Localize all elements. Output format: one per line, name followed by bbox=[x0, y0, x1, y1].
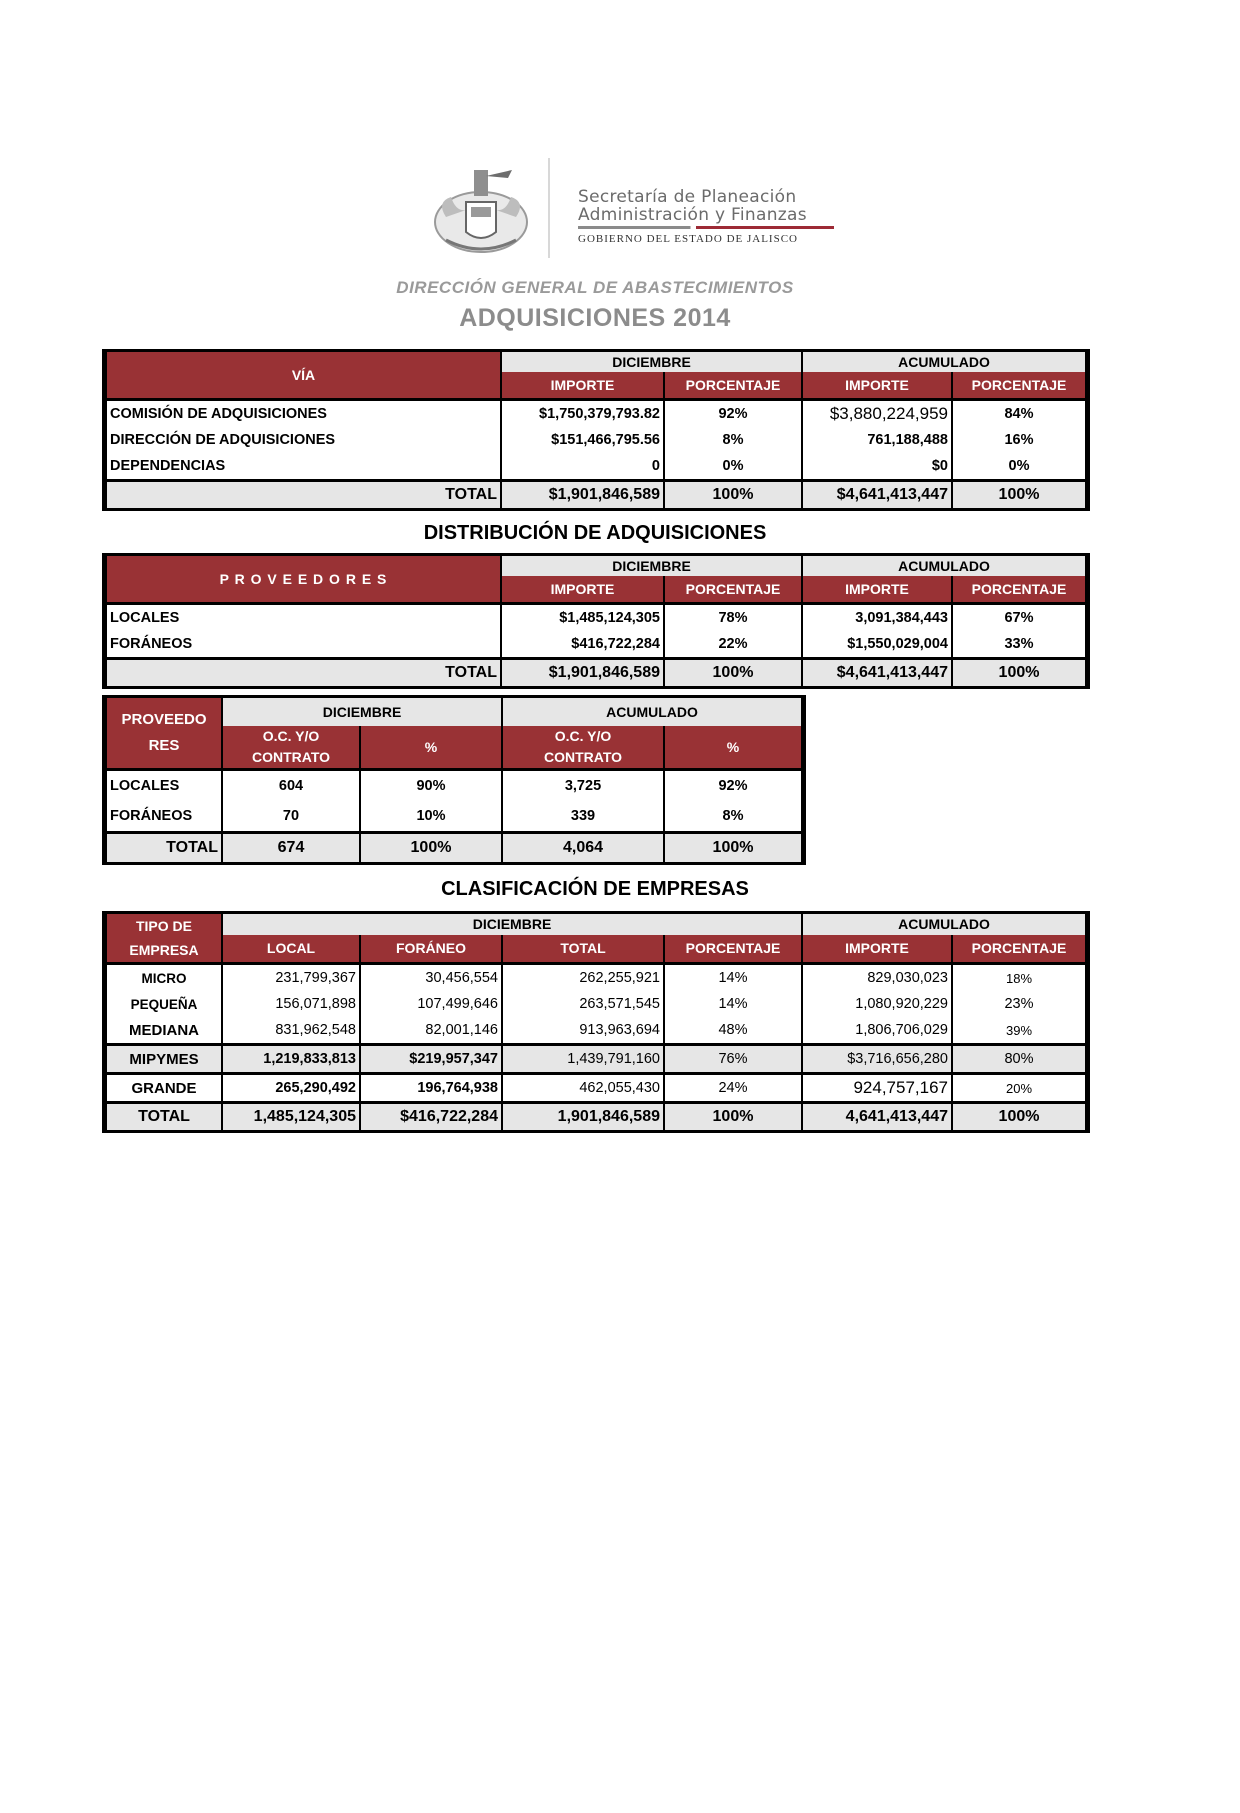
acu-importe: 1,080,920,229 bbox=[802, 991, 952, 1017]
header-row bbox=[106, 914, 1086, 935]
table-row bbox=[106, 1017, 1086, 1045]
header-importe: IMPORTE bbox=[802, 576, 952, 604]
dic-porcentaje: 8% bbox=[664, 427, 802, 453]
porcentaje: 14% bbox=[664, 964, 802, 992]
proveedores-contratos-table bbox=[105, 698, 803, 862]
acu-importe: 761,188,488 bbox=[802, 427, 952, 453]
acu-porcentaje: 67% bbox=[952, 604, 1086, 632]
header-oc-contrato bbox=[222, 726, 360, 770]
total-porcentaje: 100% bbox=[664, 1103, 802, 1131]
header-porcentaje: PORCENTAJE bbox=[952, 935, 1086, 964]
total-acu-porcentaje: 100% bbox=[952, 1103, 1086, 1131]
local: 1,219,833,813 bbox=[222, 1045, 360, 1074]
acu-porcentaje: 80% bbox=[952, 1045, 1086, 1074]
header-importe: IMPORTE bbox=[501, 372, 664, 400]
dic-oc: 604 bbox=[222, 770, 360, 802]
total: 462,055,430 bbox=[502, 1074, 664, 1103]
header-proveedores-line1: PROVEEDO bbox=[121, 711, 207, 728]
total-acu-pct: 100% bbox=[664, 833, 802, 863]
row-label: FORÁNEOS bbox=[106, 801, 222, 833]
acu-porcentaje: 23% bbox=[952, 991, 1086, 1017]
dic-importe: $1,485,124,305 bbox=[501, 604, 664, 632]
local: 831,962,548 bbox=[222, 1017, 360, 1045]
dic-porcentaje: 78% bbox=[664, 604, 802, 632]
total-row bbox=[106, 1103, 1086, 1131]
foraneo: 107,499,646 bbox=[360, 991, 502, 1017]
header-acumulado: ACUMULADO bbox=[802, 556, 1086, 576]
row-label: LOCALES bbox=[106, 770, 222, 802]
header-foraneo: FORÁNEO bbox=[360, 935, 502, 964]
total-dic-pct: 100% bbox=[360, 833, 502, 863]
total-local: 1,485,124,305 bbox=[222, 1103, 360, 1131]
header-row bbox=[106, 698, 802, 726]
dic-porcentaje: 92% bbox=[664, 400, 802, 428]
table-row bbox=[106, 631, 1086, 659]
acu-porcentaje: 0% bbox=[952, 453, 1086, 481]
header-diciembre: DICIEMBRE bbox=[501, 352, 802, 372]
dic-pct: 90% bbox=[360, 770, 502, 802]
total-acu-importe: 4,641,413,447 bbox=[802, 1103, 952, 1131]
row-label: LOCALES bbox=[106, 604, 501, 632]
header-acumulado: ACUMULADO bbox=[802, 352, 1086, 372]
dic-importe: $416,722,284 bbox=[501, 631, 664, 659]
total-dic-importe: $1,901,846,589 bbox=[501, 659, 664, 687]
porcentaje: 24% bbox=[664, 1074, 802, 1103]
header-porcentaje: PORCENTAJE bbox=[952, 372, 1086, 400]
header-importe: IMPORTE bbox=[501, 576, 664, 604]
jalisco-coat-of-arms-icon bbox=[426, 162, 536, 262]
header-tipo-line2: EMPRESA bbox=[129, 942, 199, 958]
header-tipo-empresa bbox=[106, 914, 222, 964]
header-oc-line1: O.C. Y/O bbox=[262, 728, 320, 744]
row-label: PEQUEÑA bbox=[106, 991, 222, 1017]
total-row bbox=[106, 833, 802, 863]
org-government-line: GOBIERNO DEL ESTADO DE JALISCO bbox=[578, 233, 798, 245]
dic-porcentaje: 22% bbox=[664, 631, 802, 659]
row-label: COMISIÓN DE ADQUISICIONES bbox=[106, 400, 501, 428]
row-label: MIPYMES bbox=[106, 1045, 222, 1074]
dic-porcentaje: 0% bbox=[664, 453, 802, 481]
porcentaje: 14% bbox=[664, 991, 802, 1017]
total: 263,571,545 bbox=[502, 991, 664, 1017]
table-row bbox=[106, 427, 1086, 453]
mipymes-row bbox=[106, 1045, 1086, 1074]
acu-importe: 924,757,167 bbox=[802, 1074, 952, 1103]
header-oc-line2: CONTRATO bbox=[251, 749, 331, 765]
table-row bbox=[106, 964, 1086, 992]
header-porcentaje: PORCENTAJE bbox=[952, 576, 1086, 604]
total: 1,439,791,160 bbox=[502, 1045, 664, 1074]
table-row bbox=[106, 770, 802, 802]
total-dic-porcentaje: 100% bbox=[664, 481, 802, 509]
foraneo: $219,957,347 bbox=[360, 1045, 502, 1074]
total-foraneo: $416,722,284 bbox=[360, 1103, 502, 1131]
acu-importe: $0 bbox=[802, 453, 952, 481]
acu-importe: $3,716,656,280 bbox=[802, 1045, 952, 1074]
header-proveedores bbox=[106, 698, 222, 770]
page-title: ADQUISICIONES 2014 bbox=[459, 304, 731, 332]
foraneo: 30,456,554 bbox=[360, 964, 502, 992]
total-acu-importe: $4,641,413,447 bbox=[802, 659, 952, 687]
row-label: MEDIANA bbox=[106, 1017, 222, 1045]
subheader-row bbox=[106, 935, 1086, 964]
total: 262,255,921 bbox=[502, 964, 664, 992]
header-porcentaje: PORCENTAJE bbox=[664, 935, 802, 964]
header-acumulado: ACUMULADO bbox=[802, 914, 1086, 935]
header-row bbox=[106, 556, 1086, 576]
acu-oc: 339 bbox=[502, 801, 664, 833]
total: 913,963,694 bbox=[502, 1017, 664, 1045]
table-row bbox=[106, 453, 1086, 481]
clasificacion-empresas-table bbox=[105, 914, 1087, 1130]
acu-importe: 3,091,384,443 bbox=[802, 604, 952, 632]
dic-pct: 10% bbox=[360, 801, 502, 833]
acu-importe: $3,880,224,959 bbox=[802, 400, 952, 428]
header-tipo-line1: TIPO DE bbox=[135, 918, 192, 934]
header-diciembre: DICIEMBRE bbox=[222, 698, 502, 726]
local: 156,071,898 bbox=[222, 991, 360, 1017]
acu-oc: 3,725 bbox=[502, 770, 664, 802]
acu-pct: 92% bbox=[664, 770, 802, 802]
proveedores-importe-table bbox=[105, 556, 1087, 686]
acu-porcentaje: 20% bbox=[952, 1074, 1086, 1103]
total-label: TOTAL bbox=[106, 1103, 222, 1131]
header-proveedores: P R O V E E D O R E S bbox=[106, 556, 501, 604]
total-acu-porcentaje: 100% bbox=[952, 659, 1086, 687]
header-pct: % bbox=[664, 726, 802, 770]
row-label: MICRO bbox=[106, 964, 222, 992]
header-total: TOTAL bbox=[502, 935, 664, 964]
total-row bbox=[106, 659, 1086, 687]
header-diciembre: DICIEMBRE bbox=[501, 556, 802, 576]
total-label: TOTAL bbox=[106, 659, 501, 687]
total-acu-importe: $4,641,413,447 bbox=[802, 481, 952, 509]
acu-importe: 1,806,706,029 bbox=[802, 1017, 952, 1045]
grande-row bbox=[106, 1074, 1086, 1103]
header-oc-line1: O.C. Y/O bbox=[554, 728, 612, 744]
dic-importe: $151,466,795.56 bbox=[501, 427, 664, 453]
page-subtitle: DIRECCIÓN GENERAL DE ABASTECIMIENTOS bbox=[396, 278, 794, 297]
header-logo-block bbox=[420, 158, 850, 268]
acu-porcentaje: 18% bbox=[952, 964, 1086, 992]
foraneo: 82,001,146 bbox=[360, 1017, 502, 1045]
total-dic-oc: 674 bbox=[222, 833, 360, 863]
header-oc-contrato bbox=[502, 726, 664, 770]
org-color-rule bbox=[578, 226, 834, 229]
acu-pct: 8% bbox=[664, 801, 802, 833]
foraneo: 196,764,938 bbox=[360, 1074, 502, 1103]
org-name-line1: Secretaría de Planeación bbox=[578, 187, 797, 207]
section-title-distribucion: DISTRIBUCIÓN DE ADQUISICIONES bbox=[423, 522, 767, 544]
header-importe: IMPORTE bbox=[802, 935, 952, 964]
total-total: 1,901,846,589 bbox=[502, 1103, 664, 1131]
header-acumulado: ACUMULADO bbox=[502, 698, 802, 726]
header-importe: IMPORTE bbox=[802, 372, 952, 400]
row-label: DIRECCIÓN DE ADQUISICIONES bbox=[106, 427, 501, 453]
acu-porcentaje: 39% bbox=[952, 1017, 1086, 1045]
header-porcentaje: PORCENTAJE bbox=[664, 576, 802, 604]
header-proveedores-line2: RES bbox=[148, 737, 180, 754]
acu-importe: 829,030,023 bbox=[802, 964, 952, 992]
porcentaje: 76% bbox=[664, 1045, 802, 1074]
total-acu-oc: 4,064 bbox=[502, 833, 664, 863]
row-label: GRANDE bbox=[106, 1074, 222, 1103]
header-oc-line2: CONTRATO bbox=[543, 749, 623, 765]
header-porcentaje: PORCENTAJE bbox=[664, 372, 802, 400]
org-name-line2: Administración y Finanzas bbox=[578, 205, 807, 225]
dic-importe: $1,750,379,793.82 bbox=[501, 400, 664, 428]
section-title-clasificacion: CLASIFICACIÓN DE EMPRESAS bbox=[441, 878, 749, 900]
logo-divider bbox=[548, 158, 550, 258]
table-row bbox=[106, 400, 1086, 428]
header-via: VÍA bbox=[106, 352, 501, 400]
header-diciembre: DICIEMBRE bbox=[222, 914, 802, 935]
header-row bbox=[106, 352, 1086, 372]
total-label: TOTAL bbox=[106, 833, 222, 863]
total-label: TOTAL bbox=[106, 481, 501, 509]
total-dic-importe: $1,901,846,589 bbox=[501, 481, 664, 509]
table-row bbox=[106, 801, 802, 833]
total-acu-porcentaje: 100% bbox=[952, 481, 1086, 509]
acu-porcentaje: 84% bbox=[952, 400, 1086, 428]
acu-porcentaje: 16% bbox=[952, 427, 1086, 453]
table-row bbox=[106, 991, 1086, 1017]
total-row bbox=[106, 481, 1086, 509]
row-label: FORÁNEOS bbox=[106, 631, 501, 659]
acu-importe: $1,550,029,004 bbox=[802, 631, 952, 659]
dic-importe: 0 bbox=[501, 453, 664, 481]
header-pct: % bbox=[360, 726, 502, 770]
porcentaje: 48% bbox=[664, 1017, 802, 1045]
header-local: LOCAL bbox=[222, 935, 360, 964]
acu-porcentaje: 33% bbox=[952, 631, 1086, 659]
local: 265,290,492 bbox=[222, 1074, 360, 1103]
local: 231,799,367 bbox=[222, 964, 360, 992]
total-dic-porcentaje: 100% bbox=[664, 659, 802, 687]
table-row bbox=[106, 604, 1086, 632]
row-label: DEPENDENCIAS bbox=[106, 453, 501, 481]
via-table bbox=[105, 352, 1087, 508]
dic-oc: 70 bbox=[222, 801, 360, 833]
